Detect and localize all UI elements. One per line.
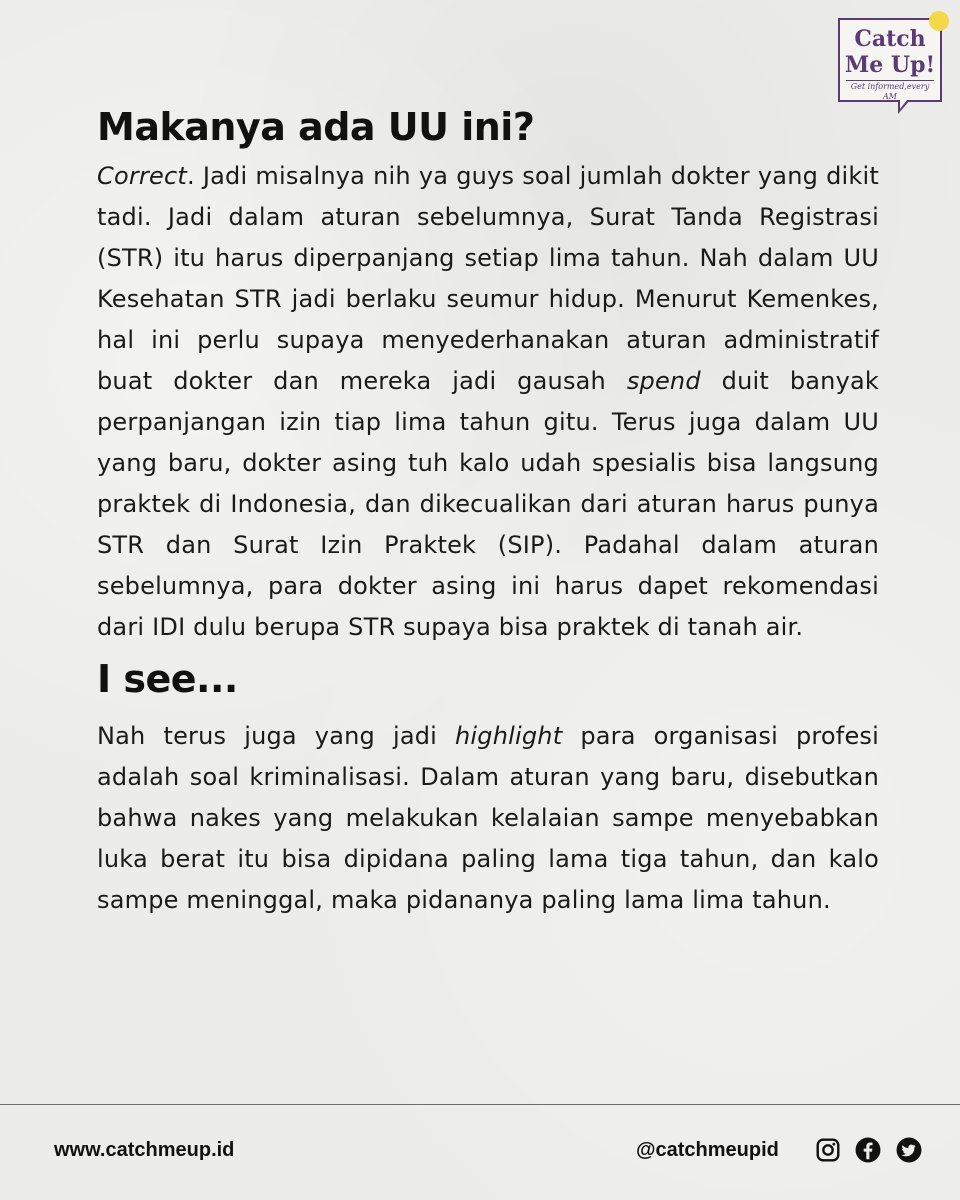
logo-line-1: Catch xyxy=(854,26,926,52)
section-2-heading: I see... xyxy=(97,657,238,701)
section-1-heading: Makanya ada UU ini? xyxy=(97,105,535,149)
italic-highlight: highlight xyxy=(455,722,563,750)
section-1-paragraph xyxy=(97,156,879,648)
section-2-text-part-2: para organisasi profesi adalah soal kriminalisasi. Dalam aturan yang baru, disebutkan bahwa nakes yang melakukan kelalaian sampe menyebabkan luka berat itu bisa dipidana paling lama tiga tahun, dan kalo sampe meninggal, maka pidananya paling lama lima tahun. xyxy=(97,722,879,914)
section-1-text-part-2: duit banyak perpanjangan izin tiap lima tahun gitu. Terus juga dalam UU yang baru, dokter asing tuh kalo udah spesialis bisa langsung praktek di Indonesia, dan dikecualikan dari aturan harus punya STR dan Surat Izin Praktek (SIP). Padahal dalam aturan sebelumnya, para dokter asing ini harus dapet rekomendasi dari IDI dulu berupa STR supaya bisa praktek di tanah air. xyxy=(97,367,879,641)
italic-correct: Correct xyxy=(97,162,187,190)
footer-divider xyxy=(0,1104,960,1105)
article-content xyxy=(97,98,879,921)
logo-tagline: Get informed,every AM xyxy=(846,80,934,102)
twitter-icon[interactable] xyxy=(896,1137,922,1163)
logo-speech-tail-inner xyxy=(900,100,907,109)
section-1-text-part-1: . Jadi misalnya nih ya guys soal jumlah dokter yang dikit tadi. Jadi dalam aturan sebelumnya, Surat Tanda Registrasi (STR) itu harus diperpanjang setiap lima tahun. Nah dalam UU Kesehatan STR jadi berlaku seumur hidup. Menurut Kemenkes, hal ini perlu supaya menyederhanakan aturan administratif buat dokter dan mereka jadi gausah xyxy=(97,162,879,395)
italic-spend: spend xyxy=(626,367,701,395)
social-handle[interactable]: @catchmeupid xyxy=(636,1139,779,1161)
website-link[interactable]: www.catchmeup.id xyxy=(54,1139,235,1161)
catch-me-up-logo xyxy=(838,18,942,102)
section-2-paragraph xyxy=(97,716,879,921)
logo-yellow-dot xyxy=(929,11,949,31)
facebook-icon[interactable] xyxy=(855,1137,881,1163)
section-2-text-part-1: Nah terus juga yang jadi xyxy=(97,722,456,750)
instagram-icon[interactable] xyxy=(815,1137,841,1163)
logo-line-2: Me Up! xyxy=(844,52,936,78)
